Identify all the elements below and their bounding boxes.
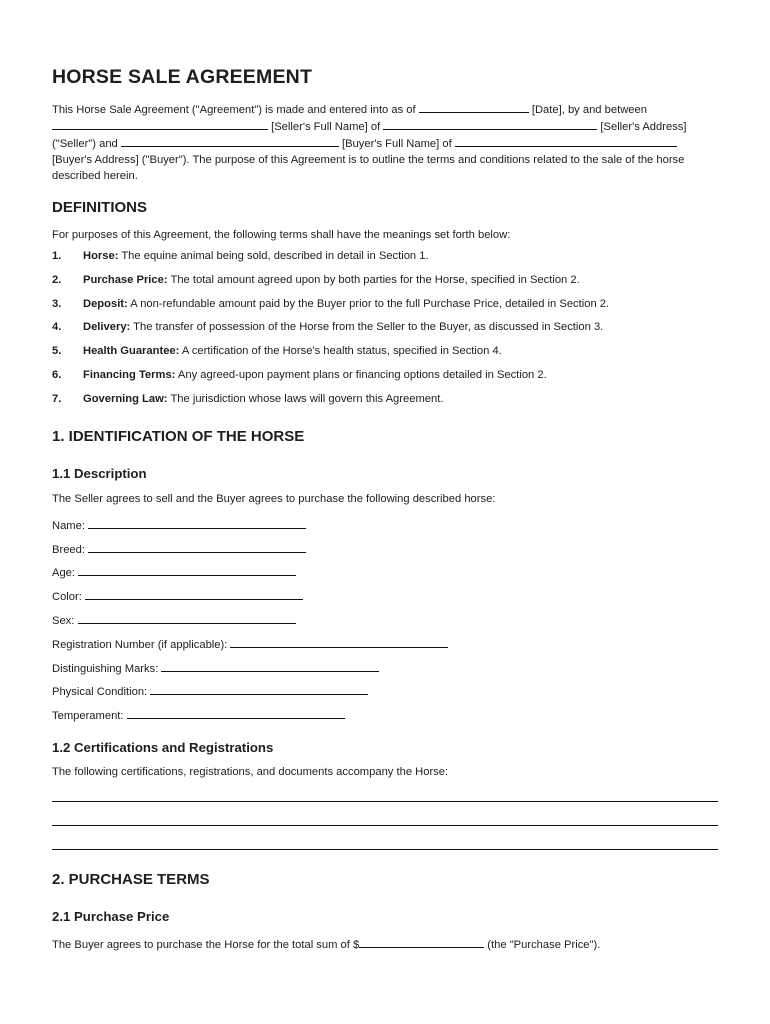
- intro-text-rest: [Buyer's Address] ("Buyer"). The purpose of this Agreement is to outline the terms and conditions related to the sale of the horse described herein.: [52, 154, 685, 182]
- list-item-text: The total amount agreed upon by both parties for the Horse, specified in Section 2.: [167, 273, 580, 286]
- list-item-term: Governing Law:: [83, 392, 168, 405]
- list-item: [52, 345, 609, 369]
- field-label: Breed:: [52, 544, 89, 556]
- horse-age-field: [52, 564, 296, 579]
- horse-age-blank[interactable]: [78, 564, 296, 576]
- buyer-name-label: [Buyer's Full Name] of: [338, 138, 455, 150]
- list-item: [52, 369, 609, 393]
- horse-breed-blank[interactable]: [88, 541, 306, 553]
- field-label: Sex:: [52, 615, 78, 627]
- list-item-number: 2.: [52, 273, 62, 286]
- field-label: Name:: [52, 520, 89, 532]
- list-item-number: 4.: [52, 321, 62, 334]
- horse-sex-field: [52, 612, 296, 627]
- intro-paragraph: [52, 101, 724, 184]
- date-blank[interactable]: [419, 101, 529, 113]
- section2-1-heading: 2.1 Purchase Price: [52, 909, 170, 924]
- temperament-field: [52, 707, 345, 722]
- buyer-name-blank[interactable]: [121, 135, 339, 147]
- distinguishing-marks-field: [52, 660, 379, 675]
- horse-name-blank[interactable]: [88, 517, 306, 529]
- list-item-text: A non-refundable amount paid by the Buyer prior to the full Purchase Price, detailed in Section 2.: [127, 297, 610, 310]
- list-item-number: 1.: [52, 250, 62, 262]
- certification-line-3[interactable]: [52, 849, 718, 850]
- list-item-number: 3.: [52, 297, 62, 310]
- list-item-text: Any agreed-upon payment plans or financing options detailed in Section 2.: [175, 368, 547, 381]
- field-label: Color:: [52, 591, 85, 603]
- registration-number-blank[interactable]: [230, 636, 448, 648]
- list-item-term: Horse:: [83, 250, 119, 262]
- section1-2-heading: 1.2 Certifications and Registrations: [52, 740, 274, 755]
- certification-line-1[interactable]: [52, 801, 718, 802]
- temperament-blank[interactable]: [127, 707, 345, 719]
- date-label: [Date], by and between: [528, 104, 647, 116]
- list-item: [52, 321, 609, 345]
- purchase-price-blank[interactable]: [359, 936, 484, 948]
- purchase-price-text: [52, 936, 600, 951]
- seller-name-label: [Seller's Full Name] of: [268, 121, 384, 133]
- section1-1-intro: The Seller agrees to sell and the Buyer agrees to purchase the following described horse:: [52, 493, 496, 505]
- list-item-number: 6.: [52, 368, 62, 381]
- list-item-term: Deposit:: [83, 297, 128, 310]
- horse-sex-blank[interactable]: [78, 612, 296, 624]
- list-item: [52, 298, 609, 322]
- buyer-address-blank[interactable]: [455, 135, 677, 147]
- field-label: Age:: [52, 567, 79, 579]
- list-item-text: The jurisdiction whose laws will govern this Agreement.: [167, 392, 444, 405]
- list-item-term: Health Guarantee:: [83, 345, 180, 358]
- definitions-list: [52, 250, 609, 417]
- list-item-text: The equine animal being sold, described in detail in Section 1.: [118, 250, 429, 262]
- field-label: Registration Number (if applicable):: [52, 639, 231, 651]
- physical-condition-field: [52, 683, 368, 698]
- price-text-after: (the "Purchase Price").: [484, 939, 601, 951]
- list-item-term: Delivery:: [83, 321, 131, 334]
- seller-address-label: [Seller's Address]: [597, 121, 687, 133]
- section2-heading: 2. PURCHASE TERMS: [52, 871, 210, 888]
- list-item-text: A certification of the Horse's health status, specified in Section 4.: [179, 345, 502, 358]
- distinguishing-marks-blank[interactable]: [161, 660, 379, 672]
- horse-breed-field: [52, 541, 306, 556]
- list-item-number: 5.: [52, 345, 62, 358]
- physical-condition-blank[interactable]: [150, 683, 368, 695]
- price-text-before: The Buyer agrees to purchase the Horse for the total sum of $: [52, 939, 360, 951]
- list-item-text: The transfer of possession of the Horse from the Seller to the Buyer, as discussed in Section 3.: [130, 321, 604, 334]
- registration-number-field: [52, 636, 448, 651]
- intro-text-1: This Horse Sale Agreement ("Agreement") is made and entered into as of: [52, 104, 419, 116]
- list-item-term: Financing Terms:: [83, 368, 176, 381]
- list-item-term: Purchase Price:: [83, 273, 168, 286]
- horse-name-field: [52, 517, 306, 532]
- section1-heading: 1. IDENTIFICATION OF THE HORSE: [52, 428, 305, 445]
- definitions-intro: For purposes of this Agreement, the following terms shall have the meanings set forth below:: [52, 229, 511, 241]
- certification-line-2[interactable]: [52, 825, 718, 826]
- list-item: [52, 274, 609, 298]
- definitions-heading: DEFINITIONS: [52, 199, 148, 216]
- seller-name-blank[interactable]: [52, 118, 268, 130]
- horse-color-blank[interactable]: [85, 588, 303, 600]
- seller-and-text: ("Seller") and: [52, 138, 121, 150]
- field-label: Distinguishing Marks:: [52, 663, 162, 675]
- section1-1-heading: 1.1 Description: [52, 466, 147, 481]
- list-item: [52, 393, 609, 417]
- list-item: [52, 250, 609, 274]
- list-item-number: 7.: [52, 392, 62, 405]
- seller-address-blank[interactable]: [383, 118, 597, 130]
- document-title: HORSE SALE AGREEMENT: [52, 66, 313, 88]
- field-label: Physical Condition:: [52, 686, 151, 698]
- section1-2-intro: The following certifications, registrations, and documents accompany the Horse:: [52, 766, 449, 778]
- horse-color-field: [52, 588, 303, 603]
- field-label: Temperament:: [52, 710, 127, 722]
